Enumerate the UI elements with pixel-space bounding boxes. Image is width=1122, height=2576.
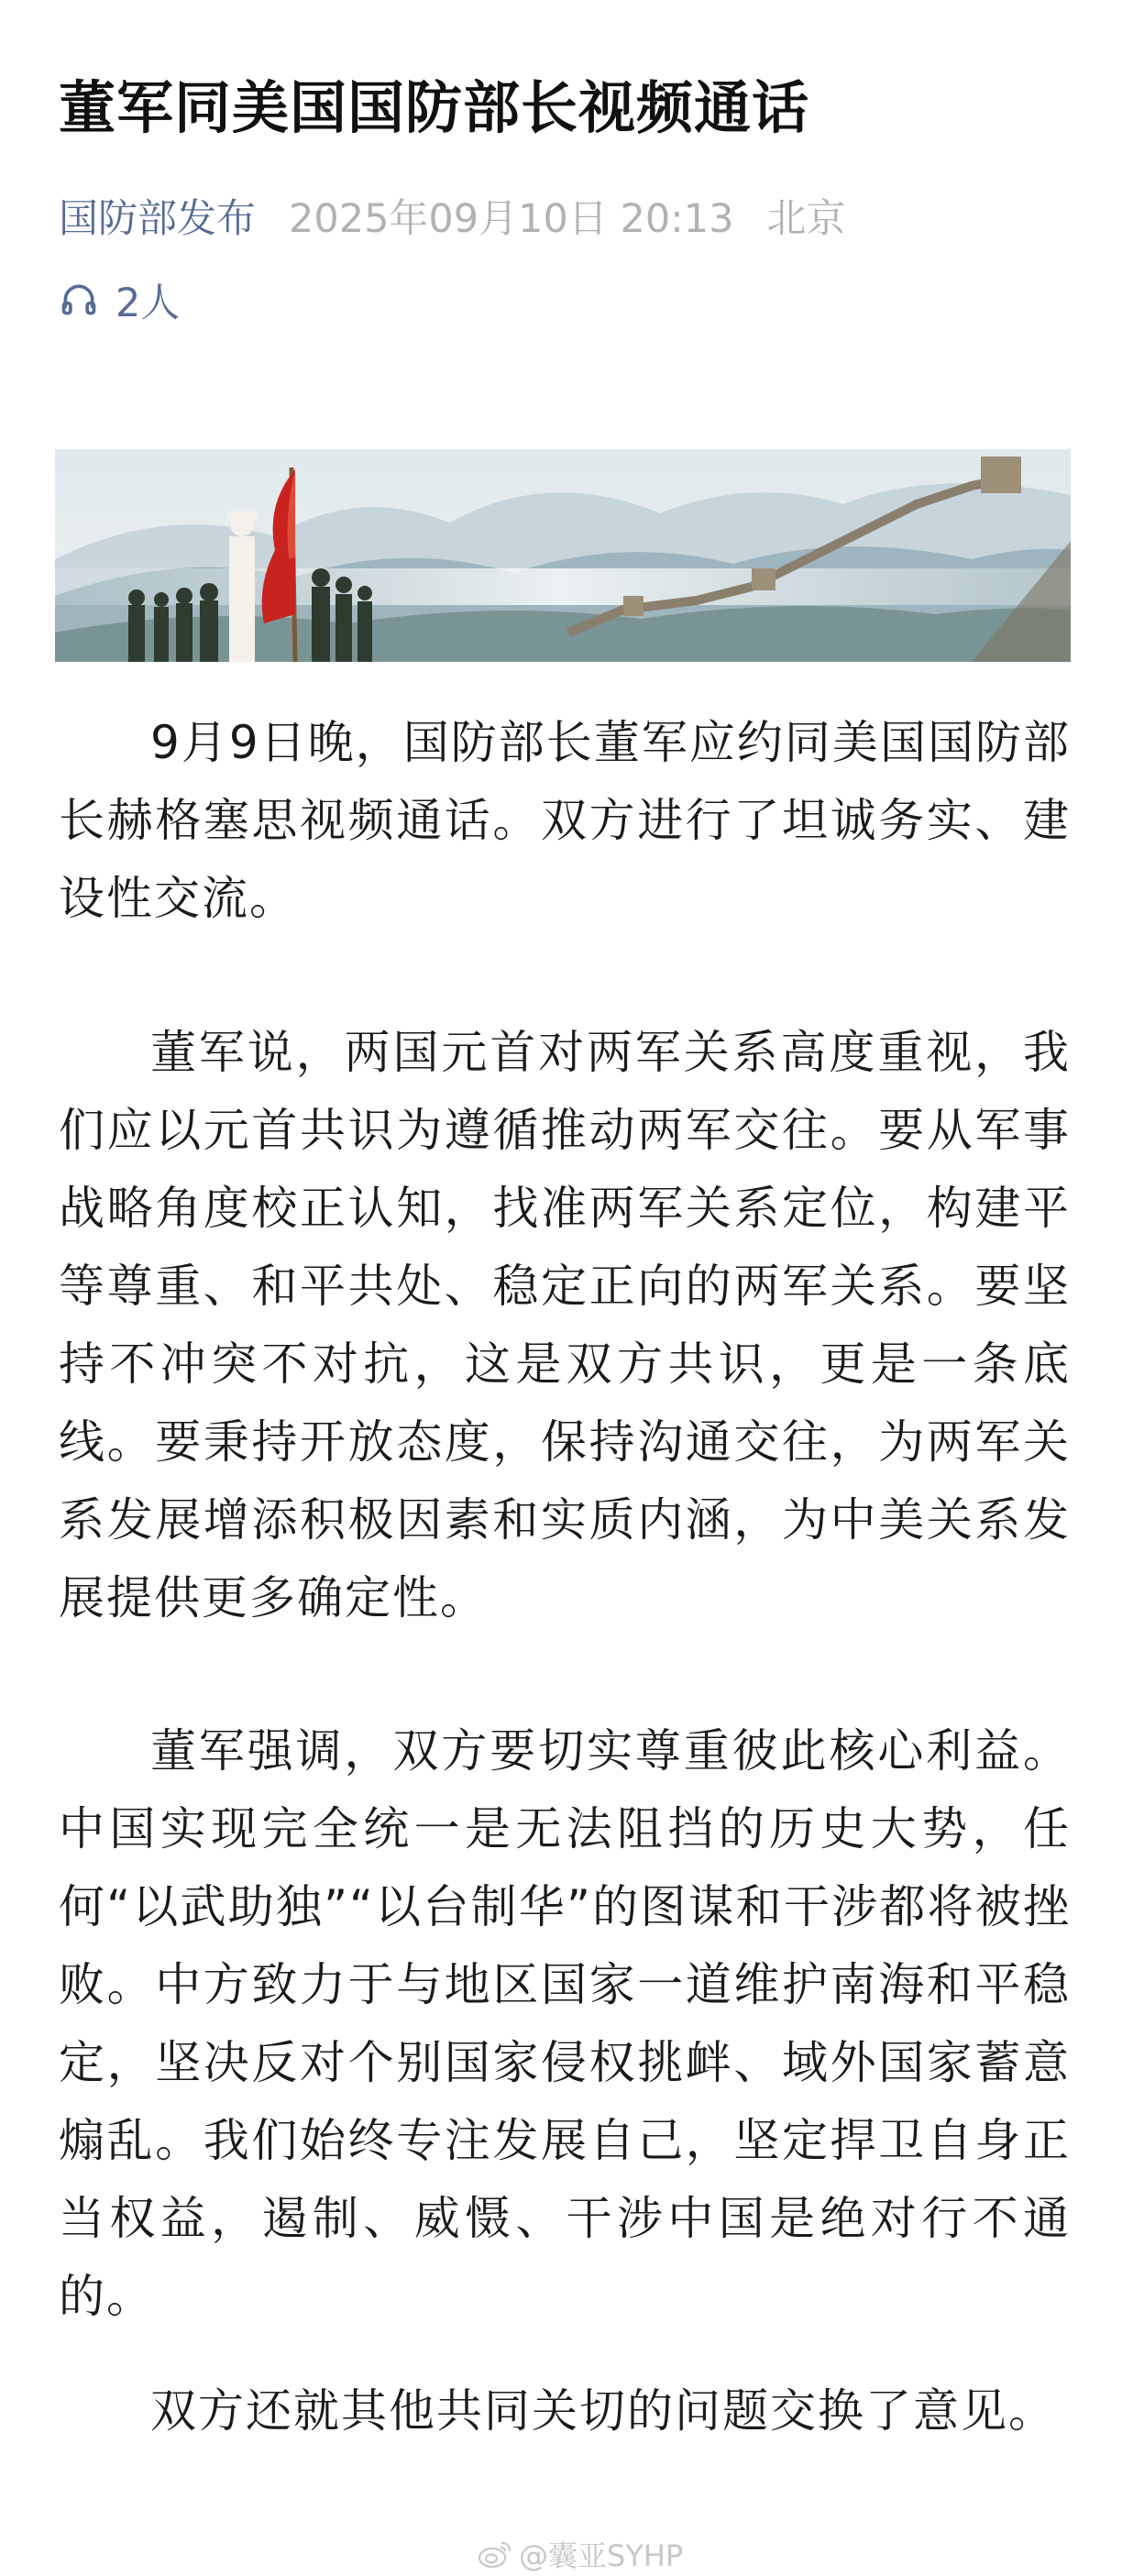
weibo-icon [477, 2538, 513, 2570]
article-paragraph: 双方还就其他共同关切的问题交换了意见。 [150, 2384, 1056, 2438]
article-paragraph: 董军强调，双方要切实尊重彼此核心利益。中国实现完全统一是无法阻挡的历史大势，任何“以武助独”“以台制华”的图谋和干涉都将被挫败。中方致力于与地区国家一道维护南海和平稳定，坚决反对个别国家侵权挑衅、域外国家蓄意煽乱。我们始终专注发展自己，坚定捍卫自身正当权益，遏制、威慑、干涉中国是绝对行不通的。 [59, 1724, 1071, 2323]
article-location: 北京 [766, 195, 846, 242]
listen-button[interactable] [59, 273, 180, 326]
article-meta [59, 188, 845, 243]
article-title: 董军同美国国防部长视频通话 [59, 74, 810, 141]
article-paragraph: 董军说，两国元首对两军关系高度重视，我们应以元首共识为遵循推动两军交往。要从军事战略角度校正认知，找准两军关系定位，构建平等尊重、和平共处、稳定正向的两军关系。要坚持不冲突不对抗，这是双方共识，更是一条底线。要秉持开放态度，保持沟通交往，为两军关系发展增添积极因素和实质内涵，为中美关系发展提供更多确定性。 [59, 1026, 1071, 1624]
article-datetime: 2025年09月10日 20:13 [289, 195, 734, 242]
article-source-link[interactable]: 国防部发布 [59, 195, 256, 242]
headphones-icon [59, 280, 99, 320]
article-paragraph: 9月9日晚，国防部长董军应约同美国国防部长赫格塞思视频通话。双方进行了坦诚务实、建设性交流。 [59, 716, 1071, 925]
article-banner-image [55, 449, 1071, 662]
listener-count: 2人 [116, 280, 181, 326]
weibo-watermark [477, 2534, 683, 2574]
watermark-text: @囊亚SYHP [519, 2538, 684, 2573]
